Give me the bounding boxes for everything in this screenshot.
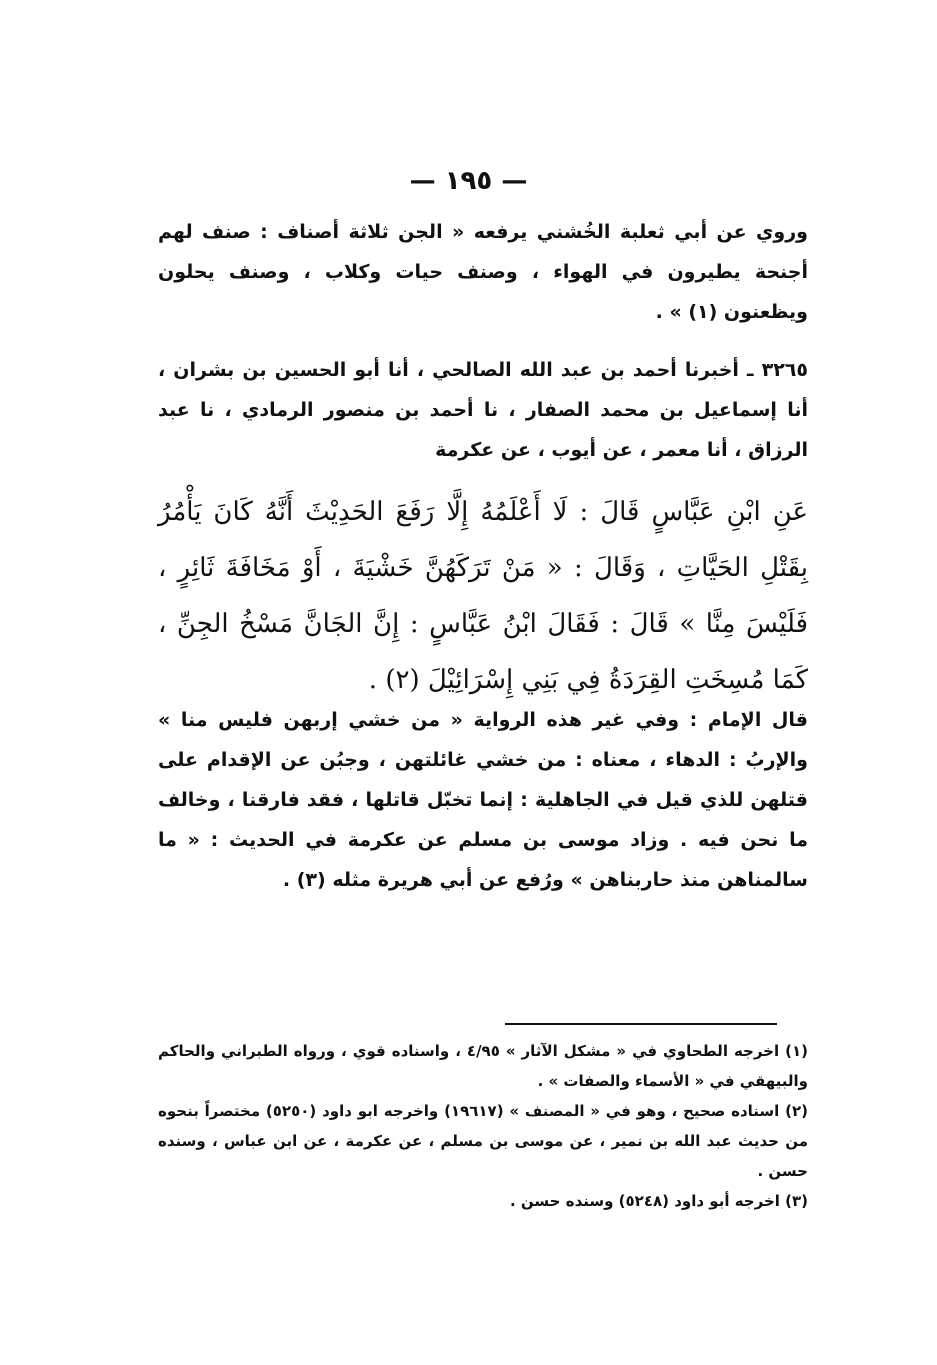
- footnote-divider: [505, 1023, 777, 1025]
- footnote-1: (١) اخرجه الطحاوي في « مشكل الآثار » ٤/٩٥ ، واسناده قوي ، ورواه الطبراني والحاكم والبيهقي في « الأسماء والصفات » .: [158, 1042, 808, 1090]
- hadith-text: عَنِ ابْنِ عَبَّاسٍ قَالَ : لَا أَعْلَمُهُ إِلَّا رَفَعَ الحَدِيْثَ أَنَّهُ كَانَ يَأْمُرُ بِقَتْلِ الحَيَّاتِ ، وَقَالَ : « مَنْ تَرَكَهُنَّ خَشْيَةَ ، أَوْ مَخَافَةَ ثَائِرٍ ، فَلَيْسَ مِنَّا » قَالَ : فَقَالَ ابْنُ عَبَّاسٍ : إِنَّ الجَانَّ مَسْخُ الجِنِّ ، كَمَا مُسِخَتِ القِرَدَةُ فِي بَنِي إِسْرَائِيْلَ (٢) .: [158, 497, 808, 695]
- paragraph-imam-commentary: قال الإمام : وفي غير هذه الرواية « من خشي إربهن فليس منا » والإربُ : الدهاء ، معناه : من خشي غائلتهن ، وجبُن عن الإقدام على قتلهن للذي قيل في الجاهلية : إنما تخبّل قاتلها ، فقد فارقنا ، وخالف ما نحن فيه . وزاد موسى بن مسلم عن عكرمة في الحديث : « ما سالمناهن منذ حاربناهن » ورُفع عن أبي هريرة مثله (٣) .: [158, 709, 808, 891]
- footnote-3: (٣) اخرجه أبو داود (٥٢٤٨) وسنده حسن .: [510, 1192, 808, 1210]
- footnotes-list: [158, 1036, 808, 1216]
- paragraph-jinn-types: وروي عن أبي ثعلبة الخُشني يرفعه « الجن ثلاثة أصناف : صنف لهم أجنحة يطيرون في الهواء ، وصنف حيات وكلاب ، وصنف يحلون ويظعنون (١) » .: [158, 221, 808, 323]
- footnote-2: (٢) اسناده صحيح ، وهو في « المصنف » (١٩٦١٧) واخرجه ابو داود (٥٢٥٠) مختصراً بنحوه من حديث عبد الله بن نمير ، عن موسى بن مسلم ، عن عكرمة ، عن ابن عباس ، وسنده حسن .: [158, 1102, 808, 1180]
- page-number: — ١٩٥ —: [409, 166, 528, 196]
- paragraph-isnad-3265: ٣٢٦٥ ـ أخبرنا أحمد بن عبد الله الصالحي ، أنا أبو الحسين بن بشران ، أنا إسماعيل بن محمد الصفار ، نا أحمد بن منصور الرمادي ، نا عبد الرزاق ، أنا معمر ، عن أيوب ، عن عكرمة: [158, 359, 808, 461]
